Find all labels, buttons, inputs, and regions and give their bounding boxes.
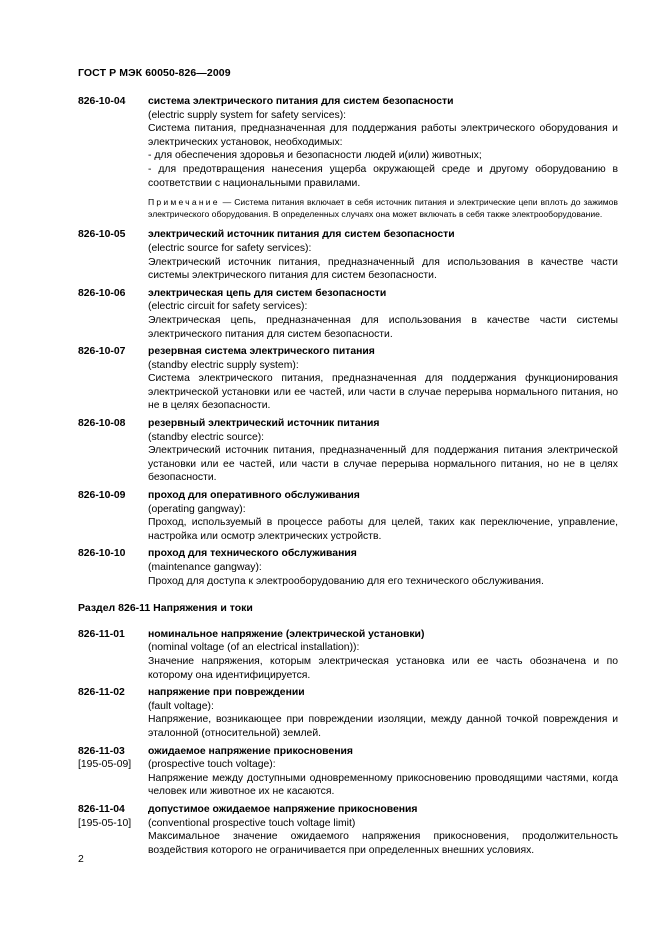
term-title: проход для технического обслуживания (148, 548, 357, 560)
term-entry (78, 489, 618, 543)
term-definition: Проход, используемый в процессе работы для целей, таких как переключение, управление, настройка или осмотр электрических устройств. (148, 517, 618, 542)
term-code: 826-11-02 (78, 687, 125, 699)
term-code: 826-11-03 (78, 745, 125, 757)
term-code: 826-10-08 (78, 418, 126, 430)
term-definition: Значение напряжения, которым электрическая установка или ее часть обозначена и по которому она идентифицируется. (148, 655, 618, 681)
term-body (148, 95, 618, 224)
term-body (148, 547, 618, 588)
term-code: 826-10-09 (78, 490, 126, 502)
term-entry (78, 803, 618, 857)
term-english: (prospective touch voltage): (148, 759, 276, 771)
term-title: резервный электрический источник питания (148, 418, 380, 430)
term-english: (electric source for safety services): (148, 242, 312, 254)
term-bullet: - для обеспечения здоровья и безопасности людей и(или) животных; (148, 150, 482, 162)
section-title: Раздел 826-11 Напряжения и токи (78, 602, 253, 615)
term-title: проход для оперативного обслуживания (148, 490, 360, 502)
term-definition: Максимальное значение ожидаемого напряжения прикосновения, продолжительность воздействия которого не ограничивается при определенных внешних условиях. (148, 831, 618, 856)
term-definition: Система питания, предназначенная для поддержания работы электрического оборудования и электрических установок, необходимых: (148, 123, 618, 148)
term-english: (operating gangway): (148, 503, 246, 515)
term-body (148, 287, 618, 341)
term-body (148, 628, 618, 682)
term-definition: Электрическая цепь, предназначенная для использования в качестве части системы электрического питания для систем безопасности. (148, 314, 618, 340)
term-english: (electric supply system for safety services): (148, 109, 347, 121)
term-code-block (78, 745, 148, 799)
term-english: (maintenance gangway): (148, 562, 262, 573)
term-title: резервная система электрического питания (148, 346, 375, 358)
term-body (148, 489, 618, 543)
term-code: 826-11-04 (78, 803, 125, 815)
term-entry (78, 628, 618, 682)
term-reference: [195-05-09] (78, 759, 132, 771)
page-number: 2 (78, 854, 84, 865)
term-entry (78, 95, 618, 224)
term-title: электрический источник питания для систем безопасности (148, 229, 455, 241)
term-english: (fault voltage): (148, 700, 214, 712)
term-code: 826-10-06 (78, 287, 126, 299)
term-title: напряжение при повреждении (148, 687, 305, 699)
term-definition: Напряжение между доступными одновременному прикосновению проводящими частями, когда человек или животное их не касаются. (148, 772, 618, 798)
note-label: Примечание (148, 197, 220, 208)
term-title: номинальное напряжение (электрической установки) (148, 628, 425, 640)
term-title: ожидаемое напряжение прикосновения (148, 745, 353, 757)
term-code: 826-10-07 (78, 346, 126, 358)
term-entry (78, 686, 618, 740)
term-body (148, 228, 618, 282)
term-english: (conventional prospective touch voltage limit) (148, 817, 356, 829)
term-definition: Система электрического питания, предназначенная для поддержания функционирования электрической установки или ее частей, или части в случае перерыва нормального питания, но не в целях безопасности. (148, 373, 618, 412)
term-definition: Напряжение, возникающее при повреждении изоляции, между данной точкой повреждения и эталонной (относительной) землей. (148, 714, 618, 739)
term-bullet: - для предотвращения нанесения ущерба окружающей среде и другому оборудованию в соответствии с национальными правилами. (148, 163, 618, 189)
term-body (148, 745, 618, 799)
term-code: 826-10-05 (78, 229, 126, 241)
term-definition: Проход для доступа к электрооборудованию для его технического обслуживания. (148, 575, 544, 587)
term-entry (78, 417, 618, 485)
term-body (148, 803, 618, 857)
term-code: 826-10-04 (78, 96, 126, 107)
term-english: (standby electric source): (148, 431, 265, 443)
term-title: допустимое ожидаемое напряжение прикосновения (148, 803, 418, 815)
term-note (148, 197, 618, 220)
term-entry (78, 745, 618, 799)
term-title: электрическая цепь для систем безопасности (148, 287, 387, 299)
term-definition: Электрический источник питания, предназначенный для поддержания питания электрической установки или ее частей, или части в случае перерыва нормального питания, но не в целях безопасности. (148, 445, 618, 484)
term-entry (78, 228, 618, 282)
term-title: система электрического питания для систем безопасности (148, 96, 454, 107)
document-content (78, 95, 618, 861)
note-text: — Система питания включает в себя источник питания и электрические цепи вплоть до зажимов электрического оборудования. В определенных случаях она может включать в себя также электрооборудование. (148, 197, 618, 219)
term-definition: Электрический источник питания, предназначенный для использования в качестве части системы электрического питания для систем безопасности. (148, 256, 618, 282)
term-code: 826-10-10 (78, 548, 126, 560)
term-english: (standby electric supply system): (148, 359, 299, 371)
term-body (148, 345, 618, 413)
term-english: (electric circuit for safety services): (148, 301, 308, 313)
term-entry (78, 345, 618, 413)
term-entry (78, 547, 618, 588)
term-code-block (78, 803, 148, 857)
term-body (148, 417, 618, 485)
term-body (148, 686, 618, 740)
term-code: 826-11-01 (78, 628, 125, 640)
document-header: ГОСТ Р МЭК 60050-826—2009 (78, 67, 231, 79)
term-english: (nominal voltage (of an electrical installation)): (148, 642, 360, 654)
term-entry (78, 287, 618, 341)
term-reference: [195-05-10] (78, 817, 132, 829)
